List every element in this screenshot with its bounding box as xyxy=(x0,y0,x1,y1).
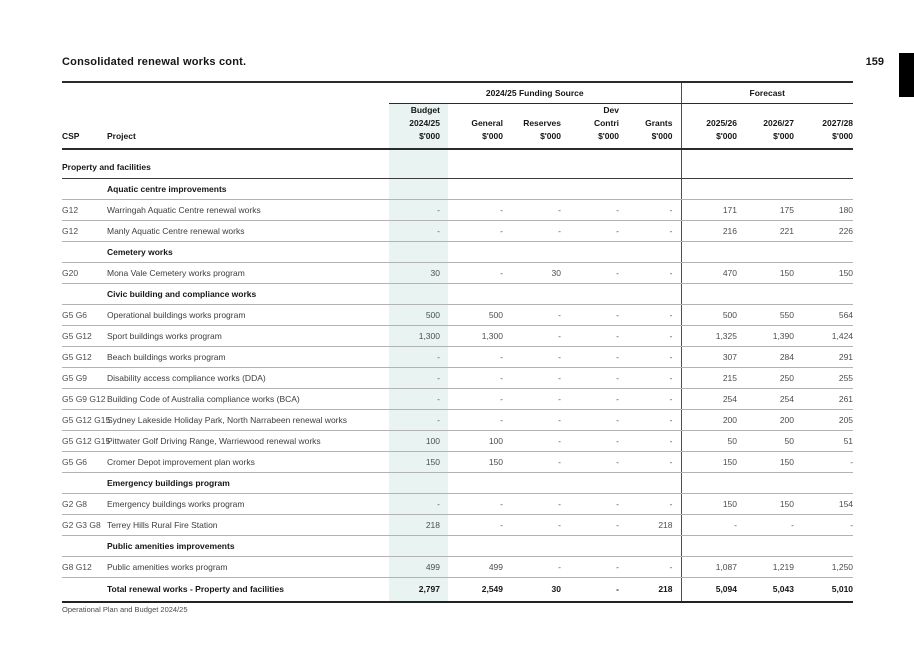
document-footer: Operational Plan and Budget 2024/25 xyxy=(62,605,188,614)
cell-y3: 255 xyxy=(802,368,853,389)
cell-project: Beach buildings works program xyxy=(107,347,389,368)
cell-y2 xyxy=(745,473,802,494)
table-row xyxy=(62,221,853,242)
cell-y1: - xyxy=(681,515,745,536)
cell-dev: - xyxy=(569,305,627,326)
cell-y1: 50 xyxy=(681,431,745,452)
cell-y1: 216 xyxy=(681,221,745,242)
cell-dev xyxy=(569,284,627,305)
cell-y2: 50 xyxy=(745,431,802,452)
cell-dev: - xyxy=(569,263,627,284)
column-header-grants: Grants $'000 xyxy=(627,103,681,149)
cell-dev: - xyxy=(569,200,627,221)
cell-csp: G12 xyxy=(62,221,107,242)
renewal-works-table xyxy=(62,81,853,603)
cell-y3: 205 xyxy=(802,410,853,431)
cell-general xyxy=(448,242,511,263)
cell-y3 xyxy=(802,149,853,179)
cell-csp xyxy=(62,179,107,200)
cell-y1: 150 xyxy=(681,452,745,473)
cell-grants xyxy=(627,284,681,305)
table-row xyxy=(62,452,853,473)
column-header-csp: CSP xyxy=(62,103,107,149)
cell-csp: G5 G12 G15 xyxy=(62,431,107,452)
cell-reserves: - xyxy=(511,410,569,431)
table-body xyxy=(62,149,853,602)
cell-project: Sport buildings works program xyxy=(107,326,389,347)
group-header-funding-source: 2024/25 Funding Source xyxy=(389,82,681,103)
cell-reserves xyxy=(511,149,569,179)
cell-grants: - xyxy=(627,221,681,242)
cell-dev: - xyxy=(569,410,627,431)
cell-csp: G12 xyxy=(62,200,107,221)
cell-general xyxy=(448,536,511,557)
cell-reserves: - xyxy=(511,200,569,221)
cell-reserves xyxy=(511,179,569,200)
cell-project: Public amenities improvements xyxy=(107,536,389,557)
cell-csp: G2 G3 G8 xyxy=(62,515,107,536)
cell-reserves: - xyxy=(511,326,569,347)
cell-y1 xyxy=(681,242,745,263)
cell-reserves: - xyxy=(511,347,569,368)
cell-dev: - xyxy=(569,389,627,410)
cell-dev xyxy=(569,179,627,200)
cell-csp: G2 G8 xyxy=(62,494,107,515)
page-number: 159 xyxy=(865,56,884,68)
table-row xyxy=(62,473,853,494)
cell-project: Cemetery works xyxy=(107,242,389,263)
cell-grants: - xyxy=(627,557,681,578)
cell-project: Terrey Hills Rural Fire Station xyxy=(107,515,389,536)
cell-budget: - xyxy=(389,494,448,515)
cell-y2 xyxy=(745,284,802,305)
cell-csp: G5 G12 xyxy=(62,347,107,368)
cell-csp: G5 G12 G15 xyxy=(62,410,107,431)
cell-y2 xyxy=(745,149,802,179)
cell-y2: 284 xyxy=(745,347,802,368)
cell-project: Aquatic centre improvements xyxy=(107,179,389,200)
cell-y1: 500 xyxy=(681,305,745,326)
cell-budget: 150 xyxy=(389,452,448,473)
cell-reserves: - xyxy=(511,557,569,578)
cell-y1: 171 xyxy=(681,200,745,221)
cell-budget xyxy=(389,242,448,263)
cell-budget: 500 xyxy=(389,305,448,326)
cell-y1: 1,087 xyxy=(681,557,745,578)
cell-project: Emergency buildings program xyxy=(107,473,389,494)
table-row xyxy=(62,410,853,431)
cell-csp: G5 G6 xyxy=(62,305,107,326)
cell-y2 xyxy=(745,179,802,200)
cell-budget xyxy=(389,284,448,305)
column-header-row xyxy=(62,103,853,149)
cell-general: - xyxy=(448,368,511,389)
cell-y2 xyxy=(745,536,802,557)
cell-dev xyxy=(569,149,627,179)
column-header-general: General $'000 xyxy=(448,103,511,149)
cell-reserves: - xyxy=(511,389,569,410)
cell-y3: 1,424 xyxy=(802,326,853,347)
cell-reserves xyxy=(511,284,569,305)
cell-dev: - xyxy=(569,578,627,602)
cell-y3: 261 xyxy=(802,389,853,410)
cell-y1: 254 xyxy=(681,389,745,410)
cell-grants xyxy=(627,536,681,557)
cell-grants: - xyxy=(627,200,681,221)
cell-dev: - xyxy=(569,515,627,536)
cell-grants xyxy=(627,242,681,263)
cell-y3: 150 xyxy=(802,263,853,284)
column-header-2027-28: 2027/28 $'000 xyxy=(802,103,853,149)
cell-project: Disability access compliance works (DDA) xyxy=(107,368,389,389)
cell-budget: - xyxy=(389,221,448,242)
cell-y2: 150 xyxy=(745,494,802,515)
cell-reserves: - xyxy=(511,452,569,473)
cell-grants: - xyxy=(627,410,681,431)
cell-y2: 150 xyxy=(745,263,802,284)
cell-y3: 154 xyxy=(802,494,853,515)
cell-project: Mona Vale Cemetery works program xyxy=(107,263,389,284)
cell-grants: - xyxy=(627,305,681,326)
cell-y3: 291 xyxy=(802,347,853,368)
cell-y3: 1,250 xyxy=(802,557,853,578)
cell-grants: - xyxy=(627,347,681,368)
cell-csp xyxy=(62,284,107,305)
cell-budget: 218 xyxy=(389,515,448,536)
cell-budget xyxy=(389,536,448,557)
cell-grants: - xyxy=(627,452,681,473)
column-header-reserves: Reserves $'000 xyxy=(511,103,569,149)
cell-csp: G5 G12 xyxy=(62,326,107,347)
cell-general: - xyxy=(448,263,511,284)
cell-y2: 250 xyxy=(745,368,802,389)
table-row xyxy=(62,242,853,263)
cell-dev xyxy=(569,536,627,557)
cell-dev: - xyxy=(569,368,627,389)
table-row xyxy=(62,263,853,284)
cell-project: Public amenities works program xyxy=(107,557,389,578)
cell-dev: - xyxy=(569,347,627,368)
section-label: Property and facilities xyxy=(62,149,389,179)
cell-y3 xyxy=(802,284,853,305)
cell-y2: 200 xyxy=(745,410,802,431)
cell-y1: 307 xyxy=(681,347,745,368)
cell-reserves: 30 xyxy=(511,263,569,284)
cell-csp xyxy=(62,242,107,263)
cell-y2: 1,219 xyxy=(745,557,802,578)
column-header-budget: Budget 2024/25 $'000 xyxy=(389,103,448,149)
column-header-project: Project xyxy=(107,103,389,149)
cell-reserves xyxy=(511,536,569,557)
cell-budget: - xyxy=(389,389,448,410)
cell-budget: - xyxy=(389,347,448,368)
cell-budget: 30 xyxy=(389,263,448,284)
cell-csp: G8 G12 xyxy=(62,557,107,578)
cell-y1 xyxy=(681,149,745,179)
cell-project: Warringah Aquatic Centre renewal works xyxy=(107,200,389,221)
cell-y2: 5,043 xyxy=(745,578,802,602)
table-row xyxy=(62,515,853,536)
page-title: Consolidated renewal works cont. xyxy=(62,56,247,68)
cell-y3: 180 xyxy=(802,200,853,221)
column-header-2025-26: 2025/26 $'000 xyxy=(681,103,745,149)
cell-y3: 226 xyxy=(802,221,853,242)
table-row xyxy=(62,368,853,389)
cell-general xyxy=(448,179,511,200)
cell-dev: - xyxy=(569,326,627,347)
cell-general: 1,300 xyxy=(448,326,511,347)
cell-general: - xyxy=(448,347,511,368)
cell-y1 xyxy=(681,284,745,305)
cell-budget: - xyxy=(389,200,448,221)
cell-general: 2,549 xyxy=(448,578,511,602)
group-header-spacer xyxy=(62,82,389,103)
cell-project: Pittwater Golf Driving Range, Warriewood renewal works xyxy=(107,431,389,452)
cell-y3: - xyxy=(802,515,853,536)
cell-reserves: - xyxy=(511,494,569,515)
cell-y3: 51 xyxy=(802,431,853,452)
table-row xyxy=(62,389,853,410)
cell-project: Emergency buildings works program xyxy=(107,494,389,515)
cell-y2: 150 xyxy=(745,452,802,473)
cell-reserves xyxy=(511,473,569,494)
cell-y2: - xyxy=(745,515,802,536)
cell-reserves: - xyxy=(511,368,569,389)
cell-y3 xyxy=(802,473,853,494)
cell-y1: 150 xyxy=(681,494,745,515)
cell-reserves: - xyxy=(511,305,569,326)
cell-grants xyxy=(627,179,681,200)
cell-csp xyxy=(62,536,107,557)
cell-general: 100 xyxy=(448,431,511,452)
cell-grants: - xyxy=(627,494,681,515)
cell-csp xyxy=(62,473,107,494)
table-row xyxy=(62,494,853,515)
cell-grants: - xyxy=(627,263,681,284)
table-row xyxy=(62,431,853,452)
table-row xyxy=(62,326,853,347)
cell-dev xyxy=(569,473,627,494)
cell-budget: 2,797 xyxy=(389,578,448,602)
cell-y3 xyxy=(802,179,853,200)
cell-csp: G5 G9 G12 xyxy=(62,389,107,410)
cell-y1: 1,325 xyxy=(681,326,745,347)
cell-y2: 1,390 xyxy=(745,326,802,347)
cell-grants xyxy=(627,473,681,494)
table-row xyxy=(62,536,853,557)
cell-budget: 100 xyxy=(389,431,448,452)
cell-dev: - xyxy=(569,557,627,578)
cell-grants: - xyxy=(627,389,681,410)
cell-y2: 221 xyxy=(745,221,802,242)
table-row xyxy=(62,347,853,368)
cell-project: Manly Aquatic Centre renewal works xyxy=(107,221,389,242)
cell-csp: G20 xyxy=(62,263,107,284)
cell-reserves xyxy=(511,242,569,263)
cell-project: Sydney Lakeside Holiday Park, North Narrabeen renewal works xyxy=(107,410,389,431)
cell-y1 xyxy=(681,536,745,557)
cell-project: Cromer Depot improvement plan works xyxy=(107,452,389,473)
cell-dev: - xyxy=(569,221,627,242)
cell-y1: 200 xyxy=(681,410,745,431)
cell-budget xyxy=(389,149,448,179)
cell-reserves: - xyxy=(511,515,569,536)
page-edge-tab xyxy=(899,53,914,97)
cell-general: - xyxy=(448,221,511,242)
cell-dev: - xyxy=(569,431,627,452)
cell-y1: 5,094 xyxy=(681,578,745,602)
cell-general: - xyxy=(448,494,511,515)
cell-y2 xyxy=(745,242,802,263)
cell-budget: - xyxy=(389,410,448,431)
table-row xyxy=(62,557,853,578)
table-row xyxy=(62,284,853,305)
cell-y1 xyxy=(681,179,745,200)
cell-y3: - xyxy=(802,452,853,473)
cell-grants xyxy=(627,149,681,179)
cell-y3: 5,010 xyxy=(802,578,853,602)
cell-csp: G5 G6 xyxy=(62,452,107,473)
cell-general: - xyxy=(448,389,511,410)
table-row xyxy=(62,305,853,326)
cell-budget xyxy=(389,179,448,200)
cell-csp xyxy=(62,578,107,602)
cell-general: - xyxy=(448,410,511,431)
cell-general: - xyxy=(448,515,511,536)
cell-grants: - xyxy=(627,368,681,389)
cell-reserves: - xyxy=(511,431,569,452)
cell-dev xyxy=(569,242,627,263)
cell-budget: 499 xyxy=(389,557,448,578)
cell-grants: - xyxy=(627,326,681,347)
table-row xyxy=(62,578,853,602)
cell-reserves: 30 xyxy=(511,578,569,602)
cell-csp: G5 G9 xyxy=(62,368,107,389)
cell-y2: 175 xyxy=(745,200,802,221)
cell-y1: 215 xyxy=(681,368,745,389)
group-header-forecast: Forecast xyxy=(681,82,853,103)
group-header-row xyxy=(62,82,853,103)
cell-y3 xyxy=(802,536,853,557)
cell-project: Civic building and compliance works xyxy=(107,284,389,305)
table-row xyxy=(62,179,853,200)
cell-y3 xyxy=(802,242,853,263)
cell-budget: 1,300 xyxy=(389,326,448,347)
cell-y2: 550 xyxy=(745,305,802,326)
column-header-2026-27: 2026/27 $'000 xyxy=(745,103,802,149)
cell-general: - xyxy=(448,200,511,221)
cell-grants: 218 xyxy=(627,515,681,536)
cell-grants: 218 xyxy=(627,578,681,602)
cell-general xyxy=(448,149,511,179)
cell-reserves: - xyxy=(511,221,569,242)
cell-dev: - xyxy=(569,494,627,515)
table-row xyxy=(62,149,853,179)
cell-general: 150 xyxy=(448,452,511,473)
cell-dev: - xyxy=(569,452,627,473)
cell-budget xyxy=(389,473,448,494)
cell-general: 499 xyxy=(448,557,511,578)
cell-project: Building Code of Australia compliance works (BCA) xyxy=(107,389,389,410)
cell-budget: - xyxy=(389,368,448,389)
cell-project: Total renewal works - Property and facilities xyxy=(107,578,389,602)
cell-y3: 564 xyxy=(802,305,853,326)
cell-grants: - xyxy=(627,431,681,452)
table-row xyxy=(62,200,853,221)
column-header-dev-contri: Dev Contri $'000 xyxy=(569,103,627,149)
cell-y1: 470 xyxy=(681,263,745,284)
cell-general xyxy=(448,284,511,305)
cell-y2: 254 xyxy=(745,389,802,410)
cell-y1 xyxy=(681,473,745,494)
cell-general: 500 xyxy=(448,305,511,326)
cell-general xyxy=(448,473,511,494)
cell-project: Operational buildings works program xyxy=(107,305,389,326)
